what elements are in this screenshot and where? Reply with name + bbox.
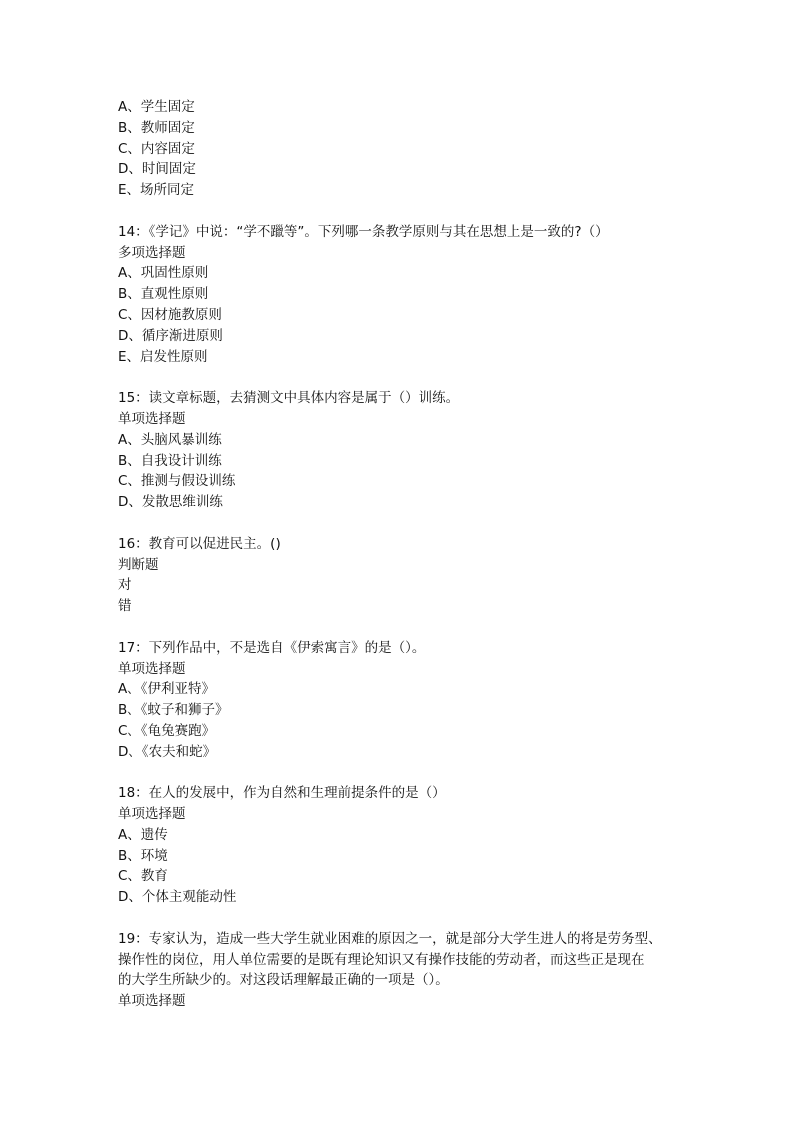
question-type: 单项选择题: [118, 806, 186, 823]
answer-option: 对: [118, 577, 132, 594]
answer-option: 错: [118, 598, 132, 615]
question-stem: 19：专家认为，造成一些大学生就业困难的原因之一，就是部分大学生进人的将是劳务型、: [118, 930, 662, 947]
question-stem: 18：在人的发展中，作为自然和生理前提条件的是（）: [118, 785, 446, 802]
question-block: [118, 97, 698, 201]
question-type: 单项选择题: [118, 660, 186, 677]
question-stem: 17：下列作品中，不是选自《伊索寓言》的是（）。: [118, 639, 426, 656]
question-type: 单项选择题: [118, 993, 186, 1010]
answer-option: A、巩固性原则: [118, 265, 209, 282]
question-stem: 16：教育可以促进民主。(): [118, 535, 281, 552]
answer-option: E、启发性原则: [118, 348, 208, 365]
answer-option: A、头脑风暴训练: [118, 431, 222, 448]
question-block: [118, 222, 698, 368]
question-stem: 14：《学记》中说：“学不躐等”。下列哪一条教学原则与其在思想上是一致的?（）: [118, 223, 609, 240]
answer-option: C、教育: [118, 868, 168, 885]
question-block: [118, 638, 698, 763]
question-block: [118, 534, 698, 617]
question-block: [118, 388, 698, 513]
answer-option: D、个体主观能动性: [118, 889, 237, 906]
answer-option: E、场所同定: [118, 182, 195, 199]
document-body: [118, 97, 698, 1033]
question-stem: 的大学生所缺少的。对这段话理解最正确的一项是（）。: [118, 972, 449, 989]
answer-option: B、直观性原则: [118, 286, 209, 303]
question-block: [118, 929, 698, 1012]
answer-option: C､《龟兔赛跑》: [118, 722, 216, 739]
answer-option: B、教师固定: [118, 119, 195, 136]
answer-option: C、因材施教原则: [118, 306, 222, 323]
answer-option: A、学生固定: [118, 99, 195, 115]
answer-option: A､《伊利亚特》: [118, 681, 215, 698]
question-type: 多项选择题: [118, 244, 186, 261]
question-stem: 15：读文章标题，去猜测文中具体内容是属于（）训练。: [118, 390, 460, 407]
answer-option: D､《农夫和蛇》: [118, 743, 217, 760]
answer-option: D、循序渐进原则: [118, 327, 223, 344]
question-block: [118, 783, 698, 908]
answer-option: A、遗传: [118, 826, 168, 843]
question-stem: 操作性的岗位，用人单位需要的是既有理论知识又有操作技能的劳动者，而这些正是现在: [118, 951, 645, 968]
question-type: 单项选择题: [118, 410, 186, 427]
answer-option: B、自我设计训练: [118, 452, 222, 469]
question-type: 判断题: [118, 556, 159, 573]
answer-option: C、推测与假设训练: [118, 473, 236, 490]
answer-option: D、发散思维训练: [118, 494, 223, 511]
answer-option: C、内容固定: [118, 140, 195, 157]
answer-option: D、时间固定: [118, 161, 196, 178]
answer-option: B、环境: [118, 847, 168, 864]
answer-option: B､《蚊子和狮子》: [118, 702, 229, 719]
